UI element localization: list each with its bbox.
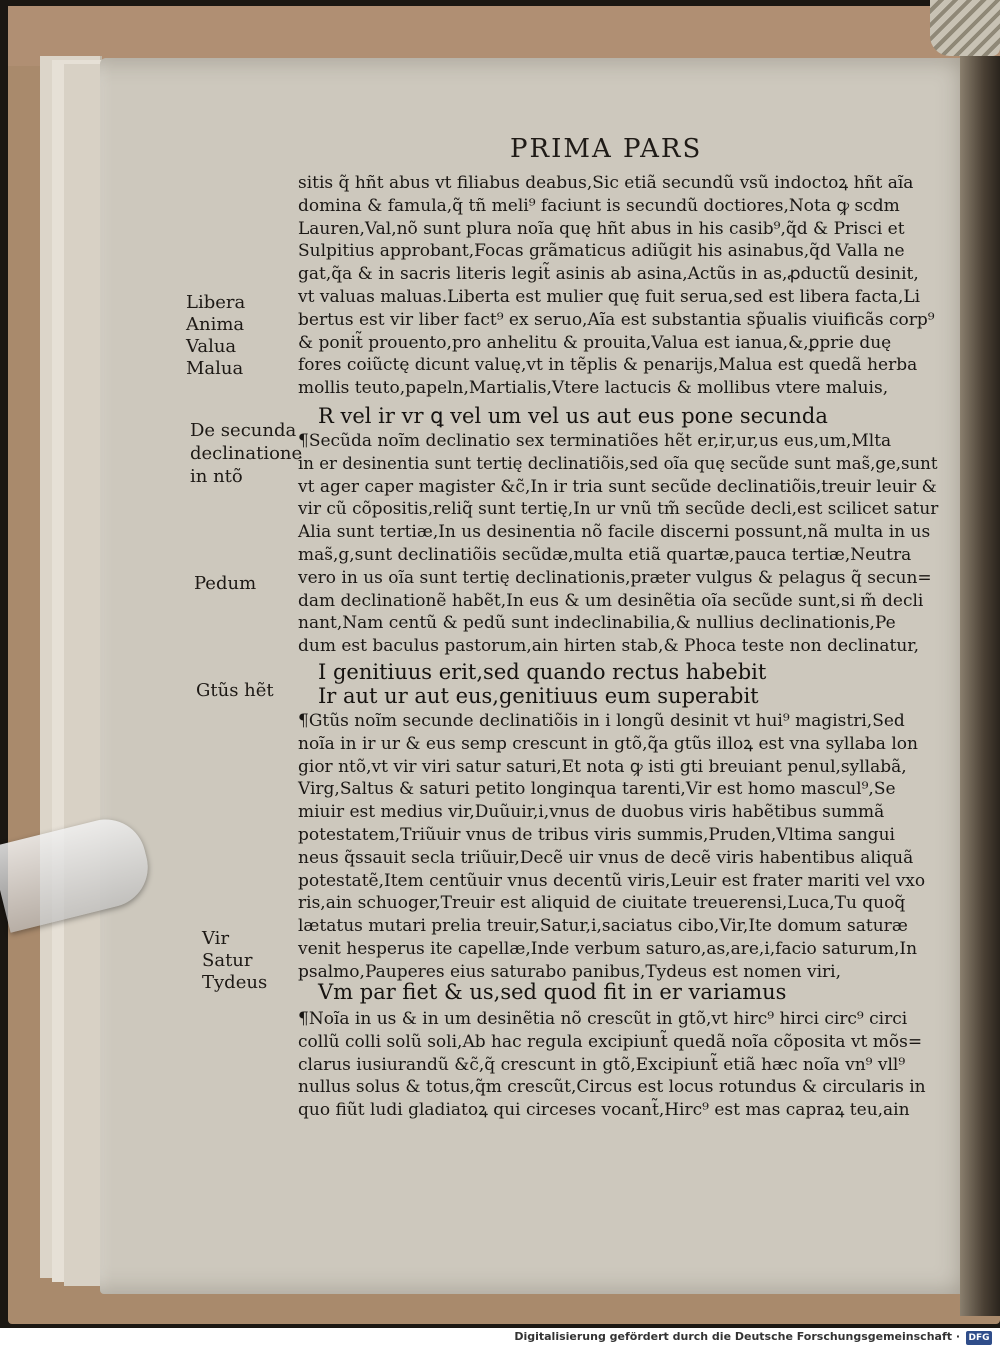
- text-line: clarus iusiurandũ &c̃,q̃ crescunt in gtõ,Excipiunt̃ etiã hæc noĩa vn⁹ vll⁹: [298, 1054, 906, 1075]
- margin-note-satur: Satur: [202, 950, 253, 971]
- margin-note-pedum: Pedum: [194, 573, 257, 594]
- text-line: sitis q̃ hñt abus vt filiabus deabus,Sic etiã secundũ vsũ indoctoꝝ hñt aĩa: [298, 173, 914, 193]
- text-line: dum est baculus pastorum,ain hirten stab,& Phoca teste non declinatur,: [298, 636, 919, 657]
- text-line: Virg,Saltus & saturi petito longinqua tarenti,Vir est homo mascul⁹,Se: [298, 779, 896, 800]
- margin-note-gtus-het: Gtũs hẽt: [196, 680, 274, 701]
- margin-note-in-nto: in ntõ: [190, 466, 243, 487]
- margin-note-declinatione: declinatione: [190, 443, 303, 464]
- margin-note-malua: Malua: [186, 358, 244, 379]
- margin-note-de-secunda: De secunda: [190, 420, 297, 441]
- text-block-2: [298, 430, 938, 658]
- text-line: fores coiũctę dicunt valuę,vt in tẽplis & penarijs,Malua est quedã herba: [298, 355, 918, 376]
- text-line: nullus solus & totus,q̃m crescũt,Circus est locus rotundus & circularis in: [298, 1077, 926, 1098]
- book-cover-top: [8, 6, 1000, 66]
- dfg-logo: DFG: [966, 1331, 992, 1345]
- text-line: quo fiũt ludi gladiatoꝝ qui circeses vocant̃,Hirc⁹ est mas capraꝝ teu,ain: [298, 1100, 910, 1121]
- margin-note-valua: Valua: [186, 336, 237, 357]
- text-line: mas̃,g,sunt declinatiõis secũdæ,multa etiã quartæ,pauca tertiæ,Neutra: [298, 544, 912, 565]
- text-line: vt ager caper magister &c̃,In ir tria sunt secũde declinatiõis,treuir leuir &: [298, 476, 937, 497]
- text-line: vir cũ cõpositis,reliq̃ sunt tertię,In ur vnũ tm̃ secũde decli,est scilicet satur: [298, 499, 939, 520]
- text-line: neus q̃ssauit secla triũuir,Decẽ uir vnus de decẽ viris habentibus aliquã: [298, 847, 914, 868]
- text-line: ¶Gtũs noĩm secunde declinatiõis in i longũ desinit vt hui⁹ magistri,Sed: [298, 711, 905, 731]
- text-line: potestatem,Triũuir vnus de tribus viris summis,Pruden,Vltima sangui: [298, 824, 895, 845]
- text-block-1: [298, 172, 938, 400]
- text-line: vt valuas maluas.Liberta est mulier quę fuit serua,sed est libera facta,Li: [298, 286, 921, 307]
- verse-1: R vel ir vr ꝗ vel um vel us aut eus pone secunda: [318, 404, 828, 428]
- text-line: & ponit̃ prouento,pro anhelitu & prouita,Valua est ianua,&,ꝑprie duę: [298, 332, 892, 353]
- margin-note-tydeus: Tydeus: [202, 972, 268, 993]
- verse-2a: I genitiuus erit,sed quando rectus habebit: [318, 660, 767, 684]
- text-line: miuir est medius vir,Duũuir,i,vnus de duobus viris habẽtibus summã: [298, 802, 885, 823]
- text-line: ris,ain schuoger,Treuir est aliquid de ciuitate treuerensi,Luca,Tu quoq̃: [298, 893, 906, 914]
- text-line: vero in us oĩa sunt tertię declinationis,præter vulgus & pelagus q̃ secun=: [298, 567, 932, 588]
- binding-cord: [930, 0, 1000, 56]
- text-line: Lauren,Val,nõ sunt plura noĩa quę hñt abus in his casib⁹,q̃d & Prisci et: [298, 218, 905, 239]
- text-line: lætatus mutari prelia treuir,Satur,i,saciatus cibo,Vir,Ite domum saturæ: [298, 916, 908, 937]
- text-line: Sulpitius approbant,Focas grãmaticus adiũgit his asinabus,q̃d Valla ne: [298, 241, 905, 262]
- margin-note-libera: Libera: [186, 292, 246, 313]
- text-line: in er desinentia sunt tertię declinatiõis,sed oĩa quę secũde sunt mas̃,ge,sunt: [298, 453, 938, 474]
- footer-credit: Digitalisierung gefördert durch die Deutsche Forschungsgemeinschaft ·: [514, 1330, 960, 1343]
- text-line: Alia sunt tertiæ,In us desinentia nõ facile discerni possunt,nã multa in us: [298, 522, 931, 543]
- text-line: potestatẽ,Item centũuir vnus decentũ viris,Leuir est frater mariti vel vxo: [298, 870, 926, 891]
- text-block-3: [298, 710, 938, 984]
- text-line: collũ colli solũ soli,Ab hac regula excipiunt̃ quedã noĩa cõposita vt mõs=: [298, 1031, 923, 1052]
- text-line: bertus est vir liber fact⁹ ex seruo,Aĩa est substantia sp̃ualis viuificãs corp⁹: [298, 309, 935, 330]
- margin-note-anima: Anima: [186, 314, 245, 335]
- text-line: ¶Noĩa in us & in um desinẽtia nõ crescũt in gtõ,vt hirc⁹ hirci circ⁹ circi: [298, 1009, 908, 1029]
- text-line: venit hesperus ite capellæ,Inde verbum saturo,as,are,i,facio saturum,In: [298, 938, 918, 959]
- verse-2b: Ir aut ur aut eus,genitiuus eum superabit: [318, 684, 759, 708]
- text-line: mollis teuto,papeln,Martialis,Vtere lactucis & mollibus vtere maluis,: [298, 378, 889, 399]
- margin-note-vir: Vir: [202, 928, 230, 949]
- text-line: psalmo,Pauperes eius saturabo panibus,Tydeus est nomen viri,: [298, 961, 842, 982]
- text-line: dam declinationẽ habẽt,In eus & um desinẽtia oĩa secũde sunt,si m̃ decli: [298, 590, 924, 611]
- text-line: ¶Secũda noĩm declinatio sex terminatiões hẽt er,ir,ur,us eus,um,Mlta: [298, 431, 892, 451]
- verse-3: Vm par fiet & us,sed quod fit in er variamus: [318, 980, 787, 1004]
- page-gutter: [960, 56, 1000, 1316]
- text-line: noĩa in ir ur & eus semp crescunt in gtõ,q̃a gtũs illoꝝ est vna syllaba lon: [298, 733, 918, 754]
- running-head: PRIMA PARS: [510, 134, 703, 164]
- digitization-footer: [0, 1328, 1000, 1348]
- text-block-4: [298, 1008, 938, 1122]
- text-line: gior ntõ,vt vir viri satur saturi,Et nota ꝙ isti gti breuiant penul,syllabã,: [298, 756, 907, 777]
- text-line: nant,Nam centũ & pedũ sunt indeclinabilia,& nullius declinationis,Pe: [298, 613, 896, 634]
- text-line: gat,q̃a & in sacris literis legit̃ asinis ab asina,Actũs in as,ꝓductũ desinit,: [298, 264, 919, 285]
- text-line: domina & famula,q̃ tñ meli⁹ faciunt is secundũ doctiores,Nota ꝙ scdm: [298, 195, 900, 216]
